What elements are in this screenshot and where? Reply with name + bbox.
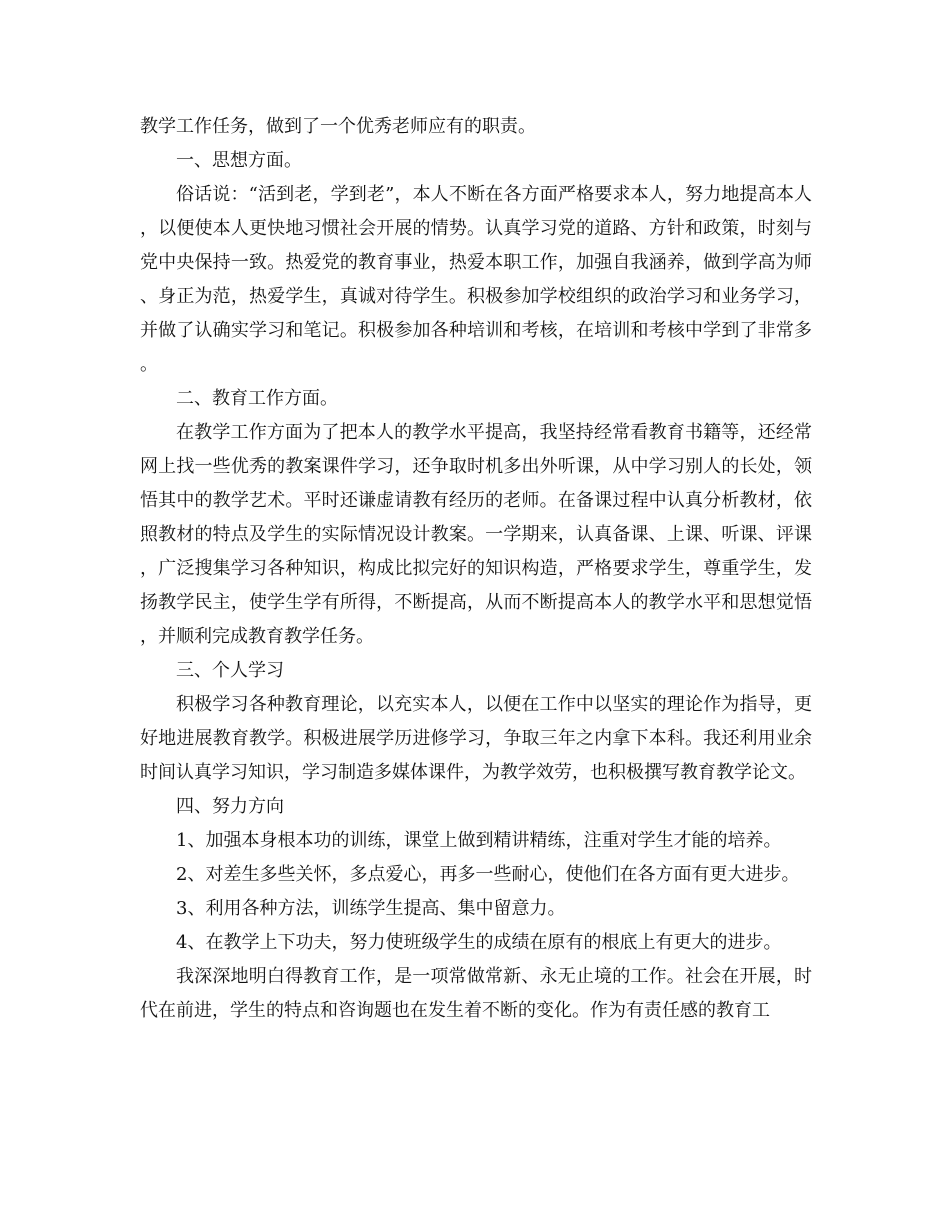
paragraph-thought: 俗话说：“活到老，学到老”，本人不断在各方面严格要求本人，努力地提高本人，以便使本人更快地习惯社会开展的情势。认真学习党的道路、方针和政策，时刻与党中央保持一致。热爱党的教育事业，热爱本职工作，加强自我涵养，做到学高为师、身正为范，热爱学生，真诚对待学生。积极参加学校组织的政治学习和业务学习，并做了认确实学习和笔记。积极参加各种培训和考核，在培训和考核中学到了非常多。 <box>140 184 812 375</box>
heading-effort-direction: 四、努力方向 <box>176 796 284 817</box>
paragraph-conclusion: 我深深地明白得教育工作，是一项常做常新、永无止境的工作。社会在开展，时代在前进，学生的特点和咨询题也在发生着不断的变化。作为有责任感的教育工 <box>140 966 812 1021</box>
paragraph-education-work: 在教学工作方面为了把本人的教学水平提高，我坚持经常看教育书籍等，还经常网上找一些优秀的教案课件学习，还争取时机多出外听课，从中学习别人的长处，领悟其中的教学艺术。平时还谦虚请教有经历的老师。在备课过程中认真分析教材，依照教材的特点及学生的实际情况设计教案。一学期来，认真备课、上课、听课、评课，广泛搜集学习各种知识，构成比拟完好的知识构造，严格要求学生，尊重学生，发扬教学民主，使学生学有所得，不断提高，从而不断提高本人的教学水平和思想觉悟，并顺利完成教育教学任务。 <box>140 422 812 647</box>
paragraph-intro-continued: 教学工作任务，做到了一个优秀老师应有的职责。 <box>140 116 536 137</box>
paragraph-personal-study: 积极学习各种教育理论，以充实本人，以便在工作中以坚实的理论作为指导，更好地进展教育教学。积极进展学历进修学习，争取三年之内拿下本科。我还利用业余时间认真学习知识，学习制造多媒体课件，为教学效劳，也积极撰写教育教学论文。 <box>140 694 812 783</box>
heading-education-work: 二、教育工作方面。 <box>176 388 338 409</box>
list-item-4: 4、在教学上下功夫，努力使班级学生的成绩在原有的根底上有更大的进步。 <box>176 932 782 953</box>
list-item-1: 1、加强本身根本功的训练，课堂上做到精讲精练，注重对学生才能的培养。 <box>176 830 782 851</box>
heading-thought: 一、思想方面。 <box>176 150 302 171</box>
heading-personal-study: 三、个人学习 <box>176 660 284 681</box>
list-item-2: 2、对差生多些关怀，多点爱心，再多一些耐心，使他们在各方面有更大进步。 <box>176 864 800 885</box>
list-item-3: 3、利用各种方法，训练学生提高、集中留意力。 <box>176 898 566 919</box>
document-page <box>140 110 812 1028</box>
